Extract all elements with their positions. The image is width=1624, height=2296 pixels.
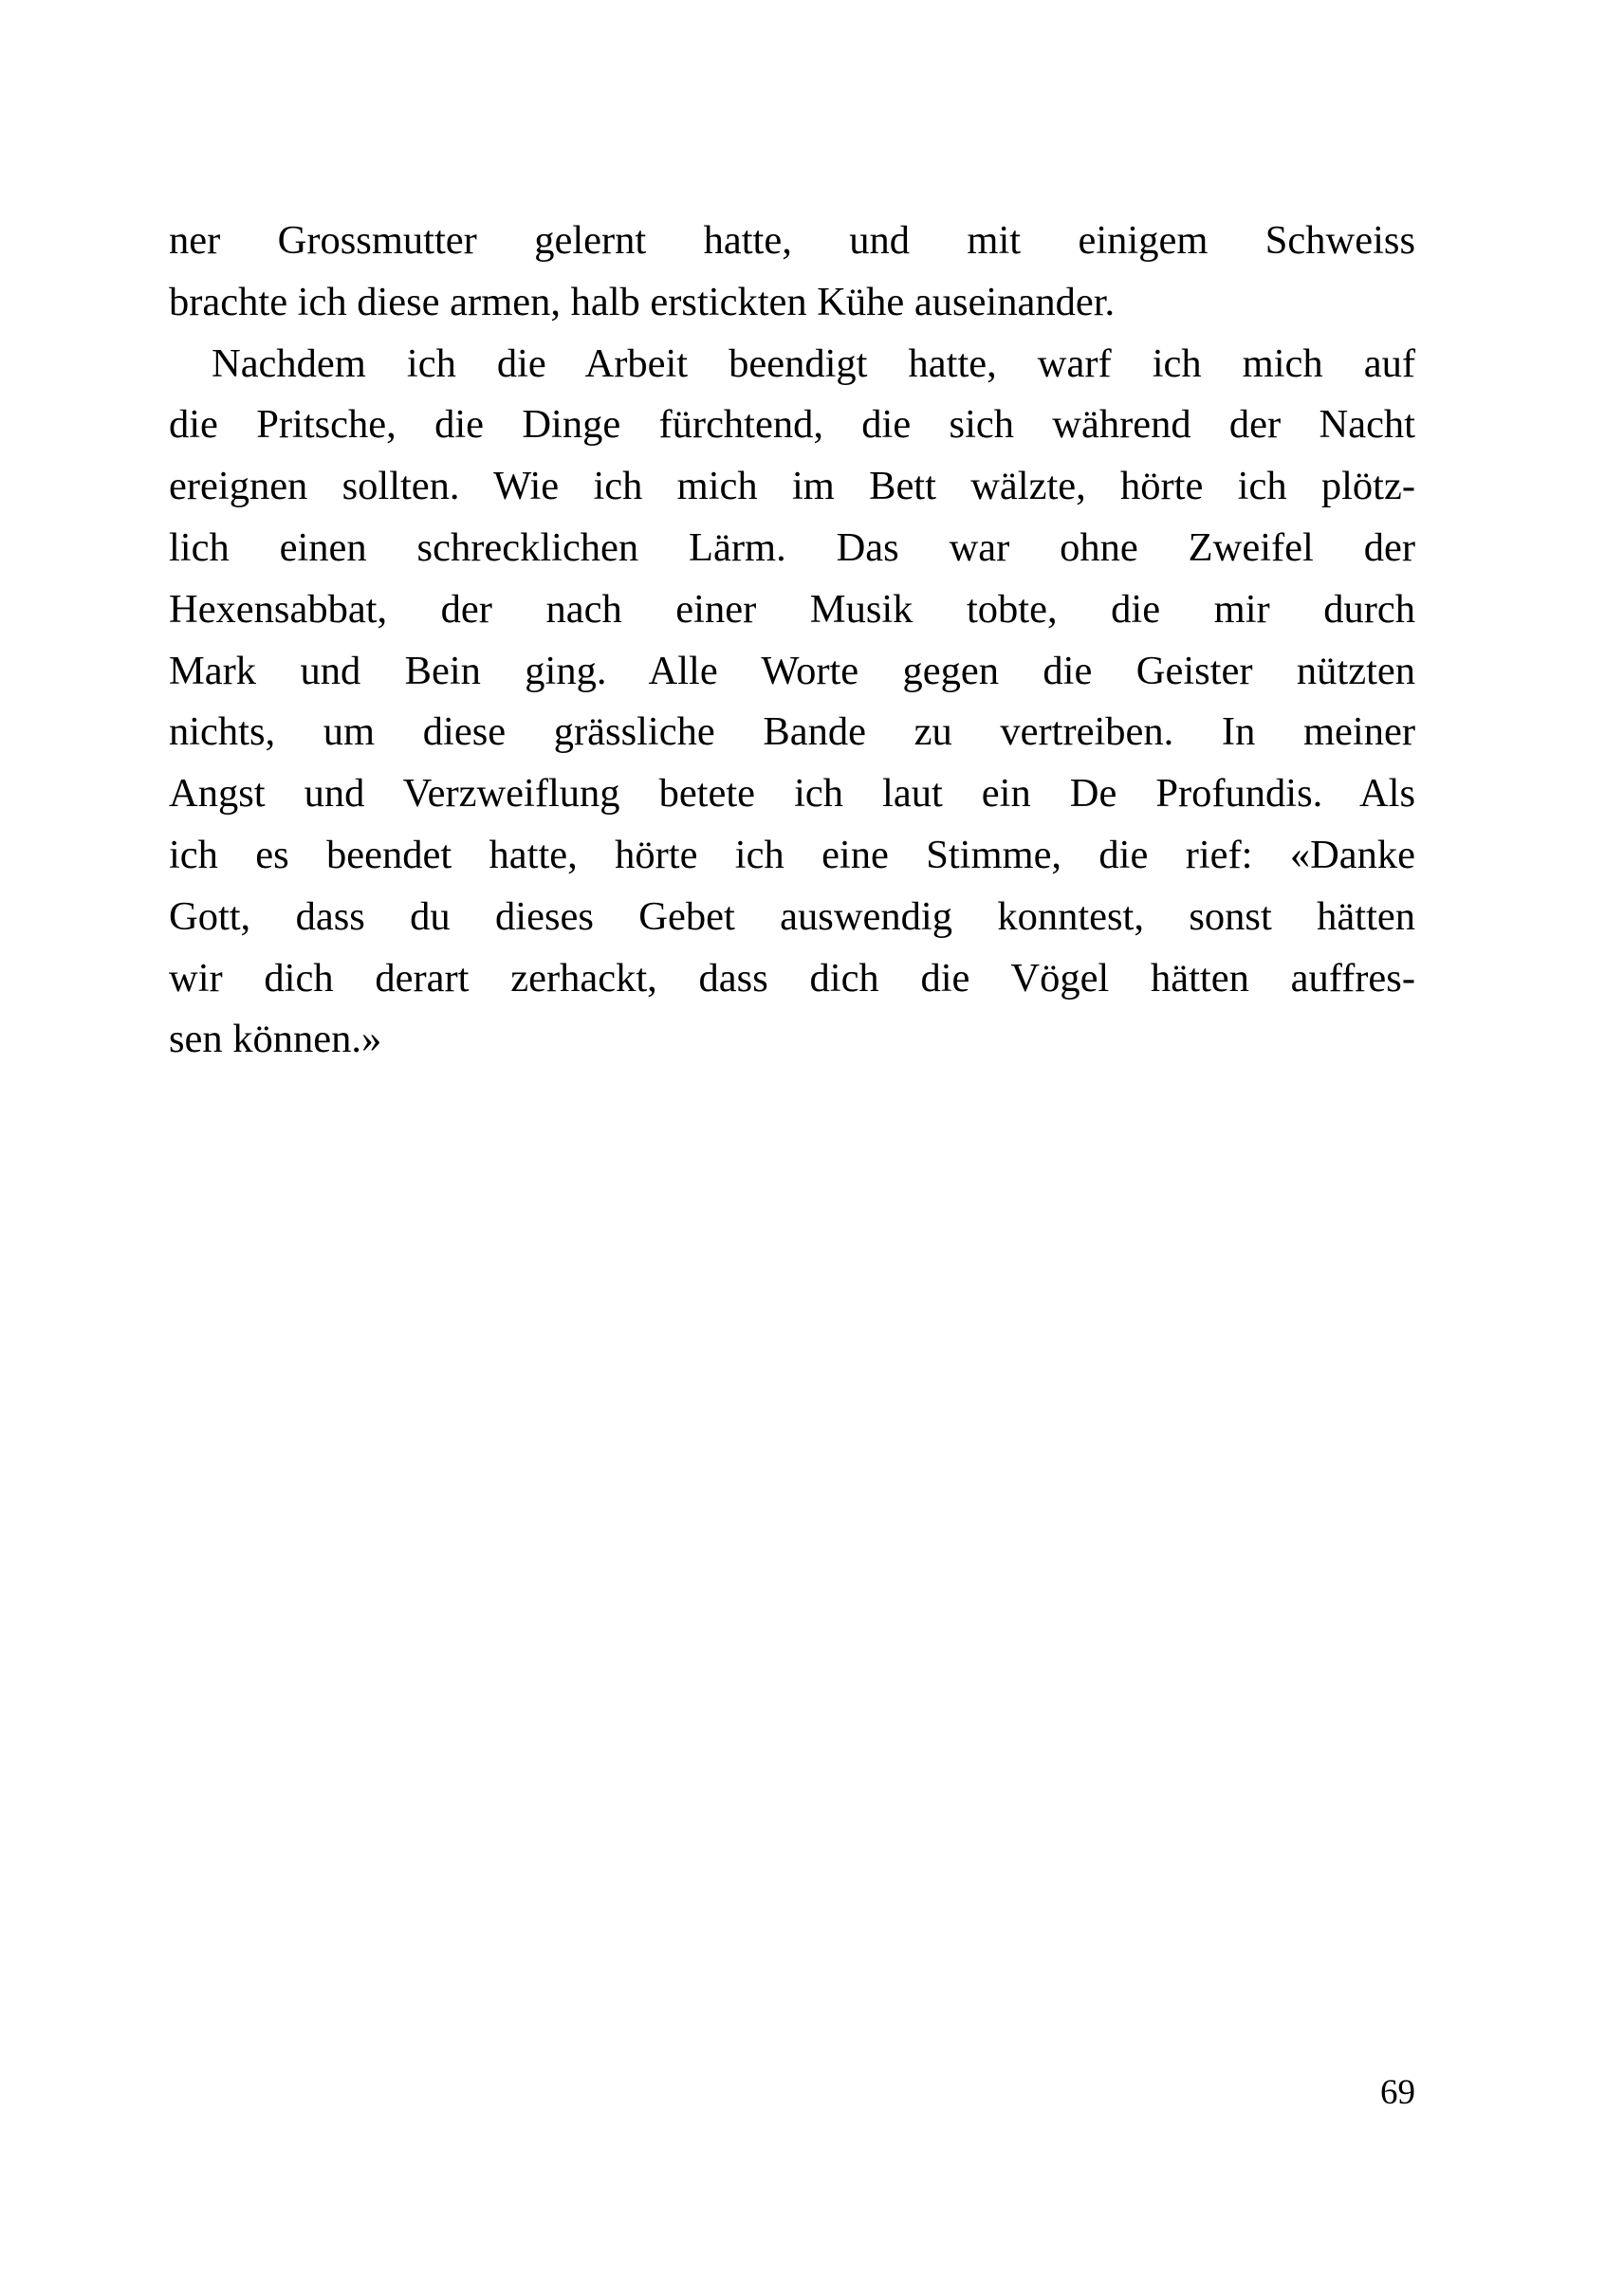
text-line: ich es beendet hatte, hörte ich eine Stimme, die rief: «Danke: [169, 832, 1415, 877]
text-line: Gott, dass du dieses Gebet auswendig konntest, sonst hätten: [169, 893, 1415, 939]
text-line: brachte ich diese armen, halb erstickten Kühe auseinander.: [169, 279, 1116, 324]
paragraph-continuation: [169, 211, 1415, 334]
text-line: lich einen schrecklichen Lärm. Das war ohne Zweifel der: [169, 524, 1415, 570]
text-line: ereignen sollten. Wie ich mich im Bett wälzte, hörte ich plötz-: [169, 464, 1415, 509]
text-line: die Pritsche, die Dinge fürchtend, die sich während der Nacht: [169, 402, 1415, 448]
page-number: 69: [1380, 2073, 1415, 2112]
text-line: ner Grossmutter gelernt hatte, und mit einigem Schweiss: [169, 218, 1415, 263]
text-line: nichts, um diese grässliche Bande zu vertreiben. In meiner: [169, 709, 1415, 755]
text-line: wir dich derart zerhackt, dass dich die Vögel hätten auffres-: [169, 955, 1415, 1001]
text-line: Hexensabbat, der nach einer Musik tobte, die mir durch: [169, 586, 1415, 632]
text-line: Angst und Verzweiflung betete ich laut ein De Profundis. Als: [169, 771, 1415, 817]
paragraph-nachdem: [169, 334, 1415, 1072]
text-line: Nachdem ich die Arbeit beendigt hatte, warf ich mich auf: [212, 340, 1415, 386]
text-line: sen können.»: [169, 1017, 382, 1062]
body-text-block: [169, 211, 1415, 1071]
text-line: Mark und Bein ging. Alle Worte gegen die Geister nützten: [169, 648, 1415, 693]
